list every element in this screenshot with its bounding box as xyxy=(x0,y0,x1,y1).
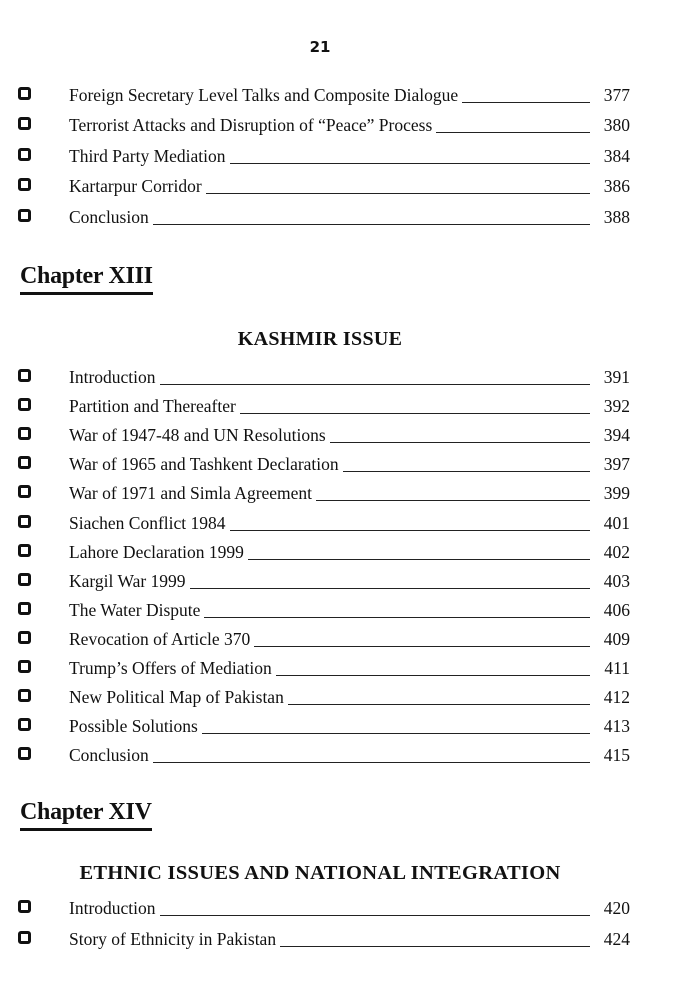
square-bullet-icon xyxy=(18,631,31,644)
square-bullet-icon xyxy=(18,515,31,528)
entry-page-number: 380 xyxy=(603,115,630,136)
square-bullet-icon xyxy=(18,689,31,702)
entry-title: Revocation of Article 370 xyxy=(69,629,254,649)
toc-entry xyxy=(18,454,630,476)
entry-page-number: 409 xyxy=(603,628,630,649)
entry-title: Story of Ethnicity in Pakistan xyxy=(69,929,280,949)
entry-page-number: 415 xyxy=(603,745,630,766)
square-bullet-icon xyxy=(18,660,31,673)
entry-page-number: 399 xyxy=(603,483,630,504)
square-bullet-icon xyxy=(18,87,31,100)
toc-entry xyxy=(18,658,630,680)
entry-page-number: 397 xyxy=(603,454,630,475)
entry-page-number: 386 xyxy=(603,176,630,197)
entry-page-number: 420 xyxy=(603,898,630,918)
entry-title: New Political Map of Pakistan xyxy=(69,687,288,707)
entry-title: The Water Dispute xyxy=(69,600,204,620)
entry-page-number: 394 xyxy=(603,425,630,446)
square-bullet-icon xyxy=(18,931,31,944)
entry-title: Terrorist Attacks and Disruption of “Peace” Process xyxy=(69,115,436,135)
toc-entry xyxy=(18,146,630,168)
entry-title: Introduction xyxy=(69,898,160,918)
entry-page-number: 377 xyxy=(603,85,630,105)
entry-title: Introduction xyxy=(69,367,160,387)
square-bullet-icon xyxy=(18,117,31,130)
chapter-heading: Chapter XIV xyxy=(20,798,152,831)
square-bullet-icon xyxy=(18,148,31,161)
square-bullet-icon xyxy=(18,209,31,222)
chapter-heading: Chapter XIII xyxy=(20,262,153,295)
toc-entry xyxy=(18,115,630,137)
toc-entry xyxy=(18,396,630,418)
square-bullet-icon xyxy=(18,398,31,411)
toc-entry xyxy=(18,687,630,709)
square-bullet-icon xyxy=(18,456,31,469)
square-bullet-icon xyxy=(18,718,31,731)
toc-entry xyxy=(18,929,630,951)
entry-page-number: 403 xyxy=(603,570,630,591)
square-bullet-icon xyxy=(18,369,31,382)
entry-page-number: 412 xyxy=(603,687,630,708)
entry-page-number: 384 xyxy=(603,145,630,166)
toc-entry xyxy=(18,367,630,389)
entry-page-number: 391 xyxy=(603,367,630,387)
chapter-title: KASHMIR ISSUE xyxy=(237,328,403,350)
entry-page-number: 411 xyxy=(604,658,630,678)
chapter-title: ETHNIC ISSUES AND NATIONAL INTEGRATION xyxy=(79,862,561,884)
square-bullet-icon xyxy=(18,178,31,191)
entry-title: Conclusion xyxy=(69,745,153,765)
entry-title: War of 1971 and Simla Agreement xyxy=(69,483,316,503)
square-bullet-icon xyxy=(18,485,31,498)
entry-title: Kargil War 1999 xyxy=(69,571,190,591)
toc-entry xyxy=(18,85,630,107)
page-number: 21 xyxy=(309,38,331,56)
toc-entry xyxy=(18,176,630,198)
square-bullet-icon xyxy=(18,747,31,760)
entry-title: War of 1965 and Tashkent Declaration xyxy=(69,454,343,474)
toc-entry xyxy=(18,745,630,767)
toc-entry xyxy=(18,513,630,535)
entry-page-number: 413 xyxy=(603,716,630,737)
entry-title: Lahore Declaration 1999 xyxy=(69,542,248,562)
entry-title: Foreign Secretary Level Talks and Composite Dialogue xyxy=(69,85,462,105)
toc-entry xyxy=(18,629,630,651)
square-bullet-icon xyxy=(18,427,31,440)
toc-entry xyxy=(18,207,630,229)
square-bullet-icon xyxy=(18,544,31,557)
square-bullet-icon xyxy=(18,573,31,586)
entry-title: Siachen Conflict 1984 xyxy=(69,513,230,533)
toc-entry xyxy=(18,600,630,622)
toc-entry xyxy=(18,483,630,505)
entry-title: Possible Solutions xyxy=(69,716,202,736)
entry-page-number: 402 xyxy=(603,541,630,562)
entry-page-number: 388 xyxy=(603,206,630,227)
square-bullet-icon xyxy=(18,602,31,615)
entry-title: Kartarpur Corridor xyxy=(69,176,206,196)
entry-title: Third Party Mediation xyxy=(69,146,230,166)
toc-entry xyxy=(18,425,630,447)
entry-page-number: 406 xyxy=(603,599,630,620)
entry-page-number: 392 xyxy=(603,396,630,417)
entry-title: Trump’s Offers of Mediation xyxy=(69,658,276,678)
entry-title: War of 1947-48 and UN Resolutions xyxy=(69,425,330,445)
toc-entry xyxy=(18,571,630,593)
toc-entry xyxy=(18,716,630,738)
entry-title: Conclusion xyxy=(69,207,153,227)
entry-page-number: 401 xyxy=(603,512,630,533)
square-bullet-icon xyxy=(18,900,31,913)
toc-entry xyxy=(18,898,630,920)
toc-entry xyxy=(18,542,630,564)
entry-page-number: 424 xyxy=(603,929,630,949)
entry-title: Partition and Thereafter xyxy=(69,396,240,416)
